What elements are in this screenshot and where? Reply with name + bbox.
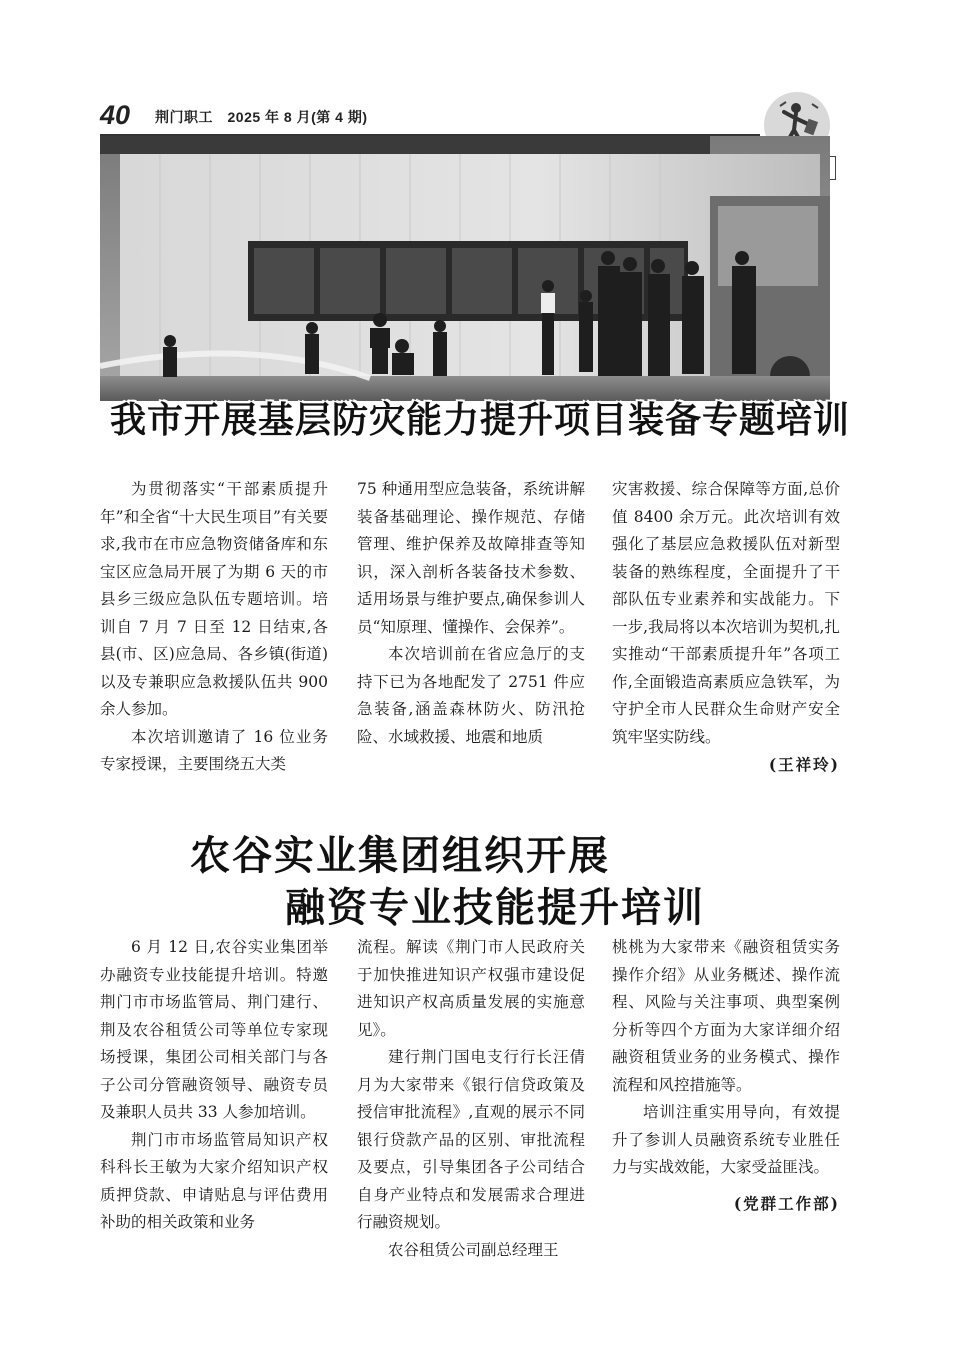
page-number: 40 xyxy=(100,100,131,130)
article2-col1-para-2: 荆门市市场监管局知识产权科科长王敏为大家介绍知识产权质押贷款、申请贴息与评估费用补助的相关政策和业务 xyxy=(100,1130,328,1231)
article2-col2-para-1: 流程。解读《荆门市人民政府关于加快推进知识产权强市建设促进知识产权高质量发展的实施意见》。 xyxy=(357,938,585,1039)
article1-col2-para-1: 75 种通用型应急装备，系统讲解装备基础理论、操作规范、存储管理、维护保养及故障排查等知识，深入剖析各装备技术参数、适用场景与维护要点,确保参训人员“知原理、懂操作、会保养”。 xyxy=(357,480,585,636)
article1-col3-para-1: 灾害救援、综合保障等方面,总价值 8400 余万元。此次培训有效强化了基层应急救援队伍对新型装备的熟练程度，全面提升了干部队伍专业素养和实战能力。下一步,我局将以本次培训为契机,扎实推动“干部素质提升年”各项工作,全面锻造高素质应急铁军，为守护全市人民群众生命财产安全筑牢坚实防线。 xyxy=(612,480,840,746)
article2-byline: (党群工作部) xyxy=(733,1193,840,1213)
page-header xyxy=(100,100,760,136)
article1-col1-para-1: 为贯彻落实“干部素质提升年”和全省“十大民生项目”有关要求,我市在市应急物资储备库和东宝区应急局开展了为期 6 天的市县乡三级应急队伍专题培训。培训自 7 月 7 日至 12 日结束,各县(市、区)应急局、各乡镇(街道)以及专兼职应急救援队伍共 900 余人参加。 xyxy=(100,480,328,718)
article1-col2-para-2: 本次培训前在省应急厅的支持下已为各地配发了 2751 件应急装备,涵盖森林防火、防汛抢险、水域救援、地震和地质 xyxy=(357,645,585,746)
article2-title-line-2: 融资专业技能提升培训 xyxy=(285,884,705,931)
article2-col2-para-2: 建行荆门国电支行行长汪倩月为大家带来《银行信贷政策及授信审批流程》,直观的展示不同银行贷款产品的区别、审批流程及要点，引导集团各子公司结合自身产业特点和发展需求合理进行融资规划。 xyxy=(357,1048,585,1231)
training-photo xyxy=(100,136,830,401)
article2-title-line-1: 农谷实业集团组织开展 xyxy=(190,832,610,879)
article1-byline: (王祥玲) xyxy=(768,755,840,774)
article2-col3-para-1: 桃桃为大家带来《融资租赁实务操作介绍》从业务概述、操作流程、风险与关注事项、典型案例分析等四个方面为大家详细介绍融资租赁业务的业务模式、操作流程和风控措施等。 xyxy=(612,938,840,1094)
article1-col1-para-2: 本次培训邀请了 16 位业务专家授课，主要围绕五大类 xyxy=(100,727,328,773)
article2-column-3 xyxy=(612,934,840,1217)
article2-col1-para-1: 6 月 12 日,农谷实业集团举办融资专业技能提升培训。特邀荆门市市场监管局、荆门建行、荆及农谷租赁公司等单位专家现场授课，集团公司相关部门与各子公司分管融资领导、融资专员及兼职人员共 33 人参加培训。 xyxy=(100,938,328,1121)
article1-column-2 xyxy=(357,476,585,751)
article2-col2-para-3: 农谷租赁公司副总经理王 xyxy=(388,1240,559,1259)
article2-column-1 xyxy=(100,934,328,1237)
article2-col3-para-2: 培训注重实用导向，有效提升了参训人员融资系统专业胜任力与实战效能，大家受益匪浅。 xyxy=(612,1103,840,1176)
article2-column-2 xyxy=(357,934,585,1264)
article1-title: 我市开展基层防灾能力提升项目装备专题培训 xyxy=(110,400,851,441)
article1-column-3 xyxy=(612,476,840,779)
article1-column-1 xyxy=(100,476,328,779)
publication-info: 荆门职工 2025 年 8 月(第 4 期) xyxy=(155,109,368,125)
